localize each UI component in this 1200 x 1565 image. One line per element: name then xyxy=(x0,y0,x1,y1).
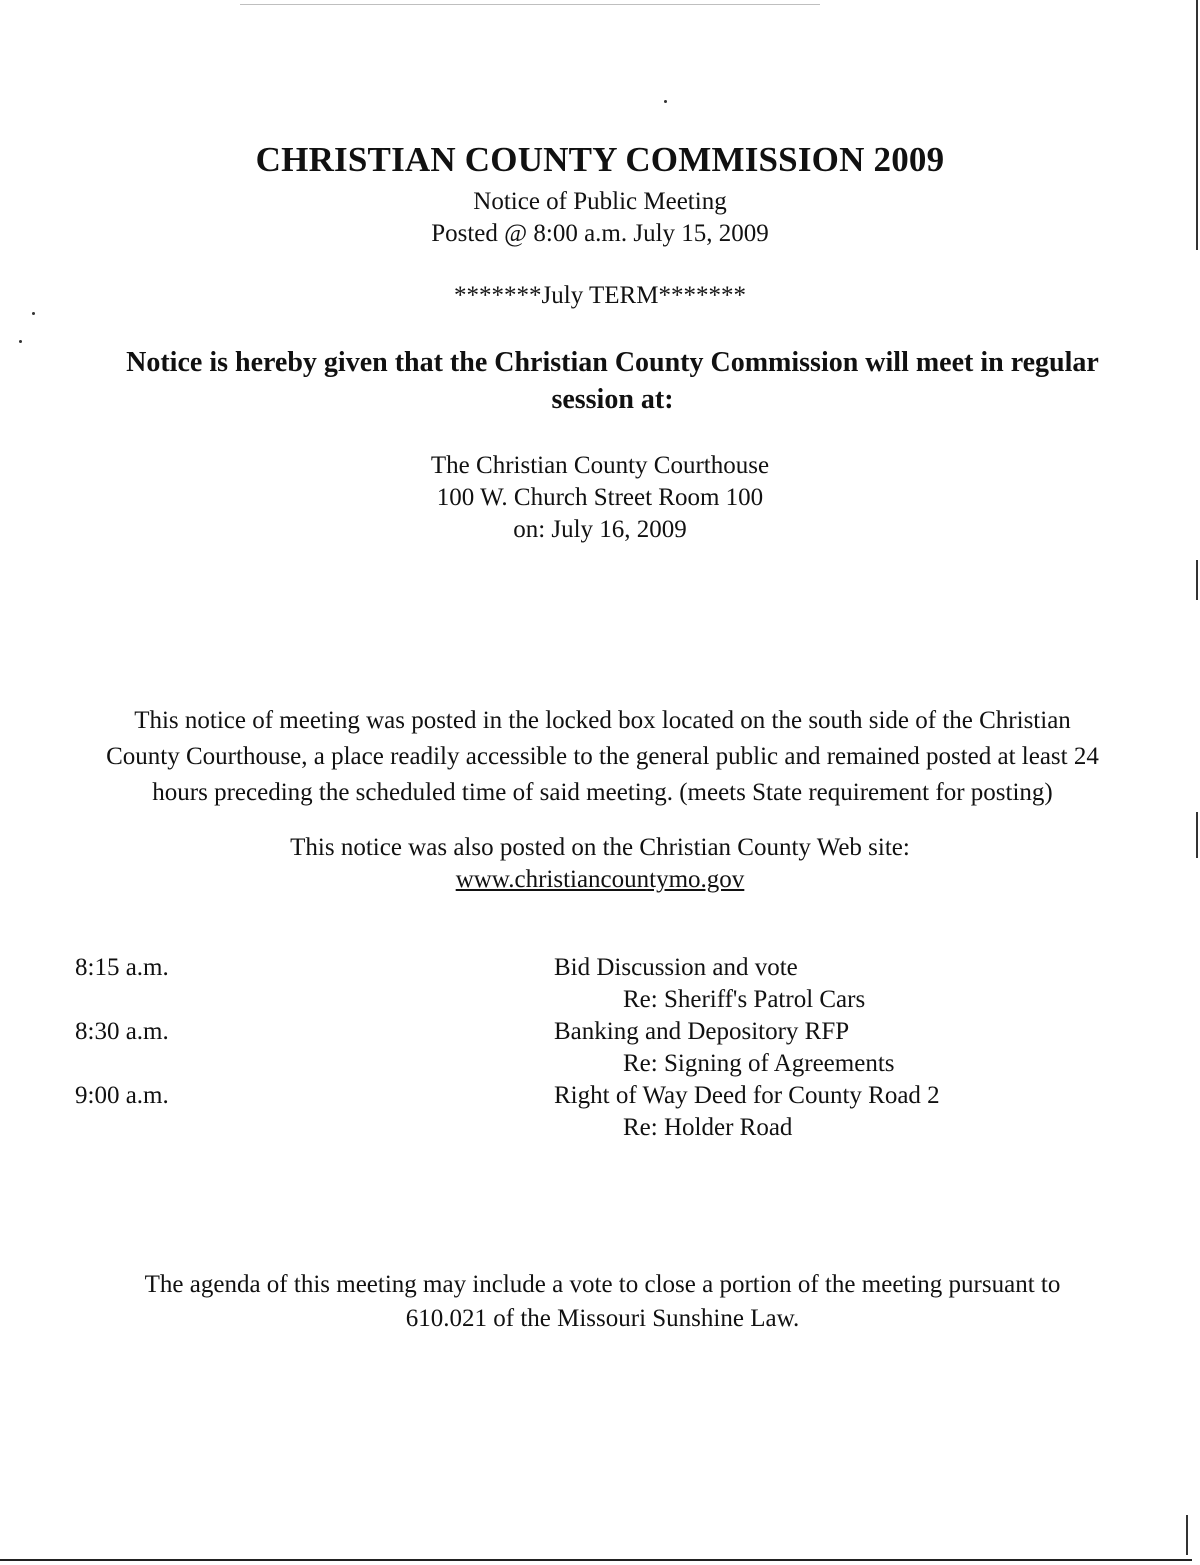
agenda-time: 9:00 a.m. xyxy=(75,1082,169,1109)
agenda-time: 8:30 a.m. xyxy=(75,1018,169,1045)
scan-edge-mark xyxy=(1196,560,1198,600)
posting-line: hours preceding the scheduled time of said meeting. (meets State requirement for posting) xyxy=(152,779,1053,806)
scan-edge-mark xyxy=(1186,1515,1188,1555)
footer-paragraph xyxy=(40,1268,1165,1336)
scan-edge-bottom xyxy=(0,1559,1192,1561)
scan-edge-top xyxy=(240,4,820,5)
agenda-re: Re: Signing of Agreements xyxy=(623,1050,895,1077)
agenda-row xyxy=(75,1016,1075,1080)
agenda-re: Re: Sheriff's Patrol Cars xyxy=(623,986,866,1013)
scan-speck xyxy=(664,100,667,103)
notice-heading xyxy=(40,344,1185,418)
meeting-date: on: July 16, 2009 xyxy=(513,516,687,543)
agenda-row xyxy=(75,1080,1075,1144)
agenda-row xyxy=(75,952,1075,1016)
notice-subtitle: Notice of Public Meeting xyxy=(473,188,727,215)
posted-time: Posted @ 8:00 a.m. July 15, 2009 xyxy=(431,220,769,247)
scan-speck xyxy=(19,340,22,343)
agenda-re: Re: Holder Road xyxy=(623,1114,793,1141)
scan-speck xyxy=(32,312,35,315)
footer-line: 610.021 of the Missouri Sunshine Law. xyxy=(405,1305,800,1332)
website-line-wrapper xyxy=(0,864,1200,896)
page-title: CHRISTIAN COUNTY COMMISSION 2009 xyxy=(255,140,945,179)
location-place: The Christian County Courthouse xyxy=(430,452,770,479)
notice-heading-line: session at: xyxy=(551,384,674,415)
agenda-item: Banking and Depository RFP xyxy=(554,1018,850,1045)
posting-line: This notice of meeting was posted in the locked box located on the south side of the Christian xyxy=(134,707,1071,734)
website-notice: This notice was also posted on the Christian County Web site: xyxy=(290,834,910,861)
term-label: *******July TERM******* xyxy=(454,282,746,309)
agenda-item: Right of Way Deed for County Road 2 xyxy=(554,1082,940,1109)
location-address: 100 W. Church Street Room 100 xyxy=(436,484,764,511)
posting-paragraph xyxy=(40,703,1165,811)
posting-line: County Courthouse, a place readily accessible to the general public and remained posted at least 24 xyxy=(106,743,1099,770)
website-link[interactable]: www.christiancountymo.gov xyxy=(455,866,745,893)
agenda-time: 8:15 a.m. xyxy=(75,954,169,981)
footer-line: The agenda of this meeting may include a vote to close a portion of the meeting pursuant to xyxy=(144,1271,1061,1298)
agenda-list xyxy=(75,952,1075,1144)
agenda-item: Bid Discussion and vote xyxy=(554,954,798,981)
notice-heading-line: Notice is hereby given that the Christian County Commission will meet in regular xyxy=(126,347,1099,378)
